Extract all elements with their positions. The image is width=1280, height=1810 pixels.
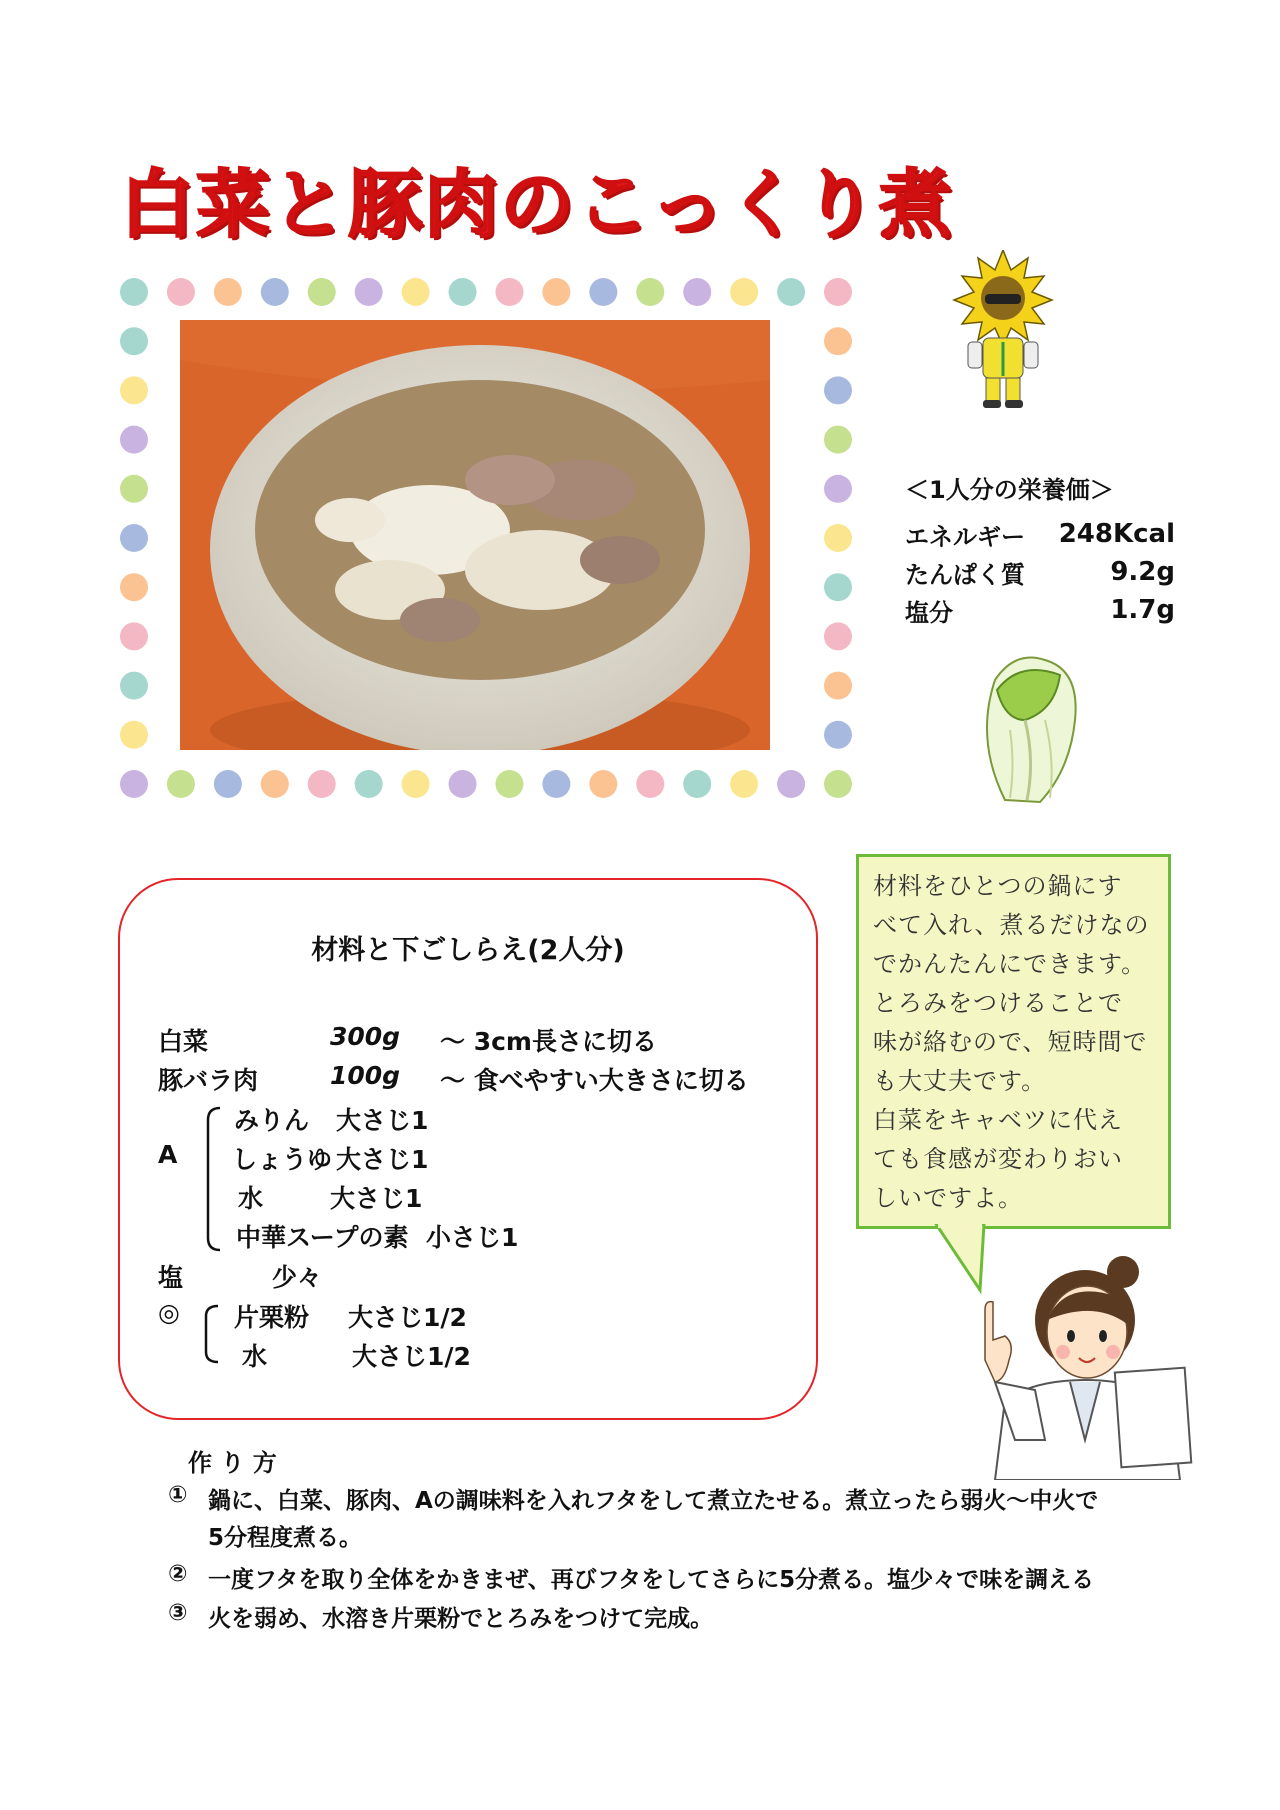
group-a-label: A: [158, 1140, 178, 1169]
frame-dot: [824, 770, 852, 798]
frame-dot: [308, 278, 336, 306]
frame-dot: [167, 770, 195, 798]
frame-dot: [824, 622, 852, 650]
frame-dot: [495, 770, 523, 798]
group-a-amount: 小さじ1: [426, 1223, 519, 1252]
frame-dot: [777, 770, 805, 798]
nutrition-heading: ＜1人分の栄養価＞: [905, 476, 1114, 504]
nutrition-row: [905, 591, 1205, 629]
salt-amount: 少々: [272, 1263, 323, 1292]
frame-dot: [120, 622, 148, 650]
tip-line: べて入れ、煮るだけなの: [873, 911, 1150, 939]
ingredients-heading: 材料と下ごしらえ(2人分): [311, 935, 625, 966]
group-b-name: 片栗粉: [234, 1303, 310, 1332]
frame-dot: [542, 770, 570, 798]
frame-dot: [589, 278, 617, 306]
frame-dot: [308, 770, 336, 798]
group-a-amount: 大さじ1: [336, 1106, 429, 1135]
frame-dot: [824, 573, 852, 601]
tip-line: 白菜をキャベツに代え: [873, 1106, 1123, 1134]
frame-dot: [402, 278, 430, 306]
frame-dot: [120, 376, 148, 404]
tip-line: 材料をひとつの鍋にす: [873, 872, 1123, 900]
step-text: 火を弱め、水溶き片栗粉でとろみをつけて完成。: [208, 1606, 714, 1632]
frame-dot: [777, 278, 805, 306]
nutrition-value: 248Kcal: [1058, 519, 1175, 549]
nutrition-label: 塩分: [905, 598, 953, 627]
tip-line: ても食感が変わりおい: [873, 1145, 1123, 1173]
ingredient-amount: 300g: [330, 1022, 401, 1051]
frame-dot: [261, 770, 289, 798]
ingredient-name: 豚バラ肉: [158, 1066, 259, 1095]
method-heading: 作 り 方: [188, 1449, 277, 1477]
nutrition-panel: [905, 470, 1205, 629]
frame-dot: [824, 672, 852, 700]
frame-dot: [730, 770, 758, 798]
group-b-name: 水: [242, 1342, 268, 1371]
frame-dot: [495, 278, 523, 306]
frame-dot: [636, 278, 664, 306]
nutrition-row: [905, 553, 1205, 591]
frame-dot: [261, 278, 289, 306]
tip-line: でかんたんにできます。: [873, 950, 1147, 978]
ingredient-prep: ～ 3cm長さに切る: [440, 1027, 657, 1056]
ingredient-amount: 100g: [330, 1061, 401, 1090]
frame-dot: [355, 770, 383, 798]
frame-dot: [120, 721, 148, 749]
dish-photo: [180, 320, 770, 750]
nutritionist-woman-icon: [975, 1240, 1205, 1480]
frame-dot: [824, 721, 852, 749]
tip-speech-bubble: [856, 854, 1171, 1229]
frame-dot: [824, 524, 852, 552]
frame-dot: [402, 770, 430, 798]
frame-dot: [120, 426, 148, 454]
frame-dot: [214, 278, 242, 306]
nutrition-value: 9.2g: [1110, 557, 1175, 587]
chinese-cabbage-icon: [965, 650, 1095, 810]
frame-dot: [589, 770, 617, 798]
step-number: ②: [168, 1561, 188, 1587]
frame-dot: [636, 770, 664, 798]
frame-dot: [824, 475, 852, 503]
group-b-label: ◎: [158, 1298, 180, 1327]
step-number: ③: [168, 1600, 188, 1626]
tip-line: しいですよ。: [873, 1184, 1023, 1212]
frame-dot: [167, 278, 195, 306]
frame-dot: [120, 770, 148, 798]
dish-photo-image: [180, 320, 770, 750]
group-a-name: しょうゆ: [232, 1145, 333, 1174]
frame-dot: [120, 672, 148, 700]
recipe-title: 白菜と豚肉のこっくり煮: [120, 162, 955, 248]
frame-dot: [120, 278, 148, 306]
group-a-name: みりん: [234, 1106, 310, 1135]
frame-dot: [355, 278, 383, 306]
frame-dot: [730, 278, 758, 306]
frame-dot: [120, 573, 148, 601]
group-b-amount: 大さじ1/2: [352, 1342, 471, 1371]
group-a-amount: 大さじ1: [336, 1145, 429, 1174]
frame-dot: [449, 278, 477, 306]
nutrition-value: 1.7g: [1110, 595, 1175, 625]
frame-dot: [120, 327, 148, 355]
frame-dot: [683, 770, 711, 798]
salt-name: 塩: [158, 1263, 184, 1292]
step-text: 5分程度煮る。: [208, 1525, 363, 1551]
nutrition-label: たんぱく質: [905, 560, 1025, 589]
nutrition-label: エネルギー: [905, 522, 1025, 551]
ingredient-prep: ～ 食べやすい大きさに切る: [440, 1066, 749, 1095]
frame-dot: [214, 770, 242, 798]
step-text: 一度フタを取り全体をかきまぜ、再びフタをしてさらに5分煮る。塩少々で味を調える: [208, 1567, 1095, 1593]
tip-line: も大丈夫です。: [873, 1067, 1047, 1095]
ingredient-name: 白菜: [158, 1027, 209, 1056]
frame-dot: [120, 524, 148, 552]
group-a-name: 中華スープの素: [236, 1223, 409, 1252]
group-a-amount: 大さじ1: [330, 1184, 423, 1213]
frame-dot: [449, 770, 477, 798]
tip-line: 味が絡むので、短時間で: [873, 1028, 1148, 1056]
frame-dot: [824, 278, 852, 306]
group-a-name: 水: [238, 1184, 264, 1213]
step-text: 鍋に、白菜、豚肉、Aの調味料を入れフタをして煮立たせる。煮立ったら弱火～中火で: [208, 1488, 1099, 1514]
nutrition-row: [905, 515, 1205, 553]
group-b-bracket: [200, 1304, 220, 1364]
frame-dot: [683, 278, 711, 306]
sunflower-hero-mascot-icon: [948, 250, 1058, 410]
frame-dot: [824, 376, 852, 404]
tip-line: とろみをつけることで: [873, 989, 1123, 1017]
frame-dot: [542, 278, 570, 306]
step-number: ①: [168, 1482, 188, 1508]
group-a-bracket: [202, 1106, 222, 1252]
frame-dot: [824, 426, 852, 454]
group-b-amount: 大さじ1/2: [348, 1303, 467, 1332]
frame-dot: [120, 475, 148, 503]
frame-dot: [824, 327, 852, 355]
